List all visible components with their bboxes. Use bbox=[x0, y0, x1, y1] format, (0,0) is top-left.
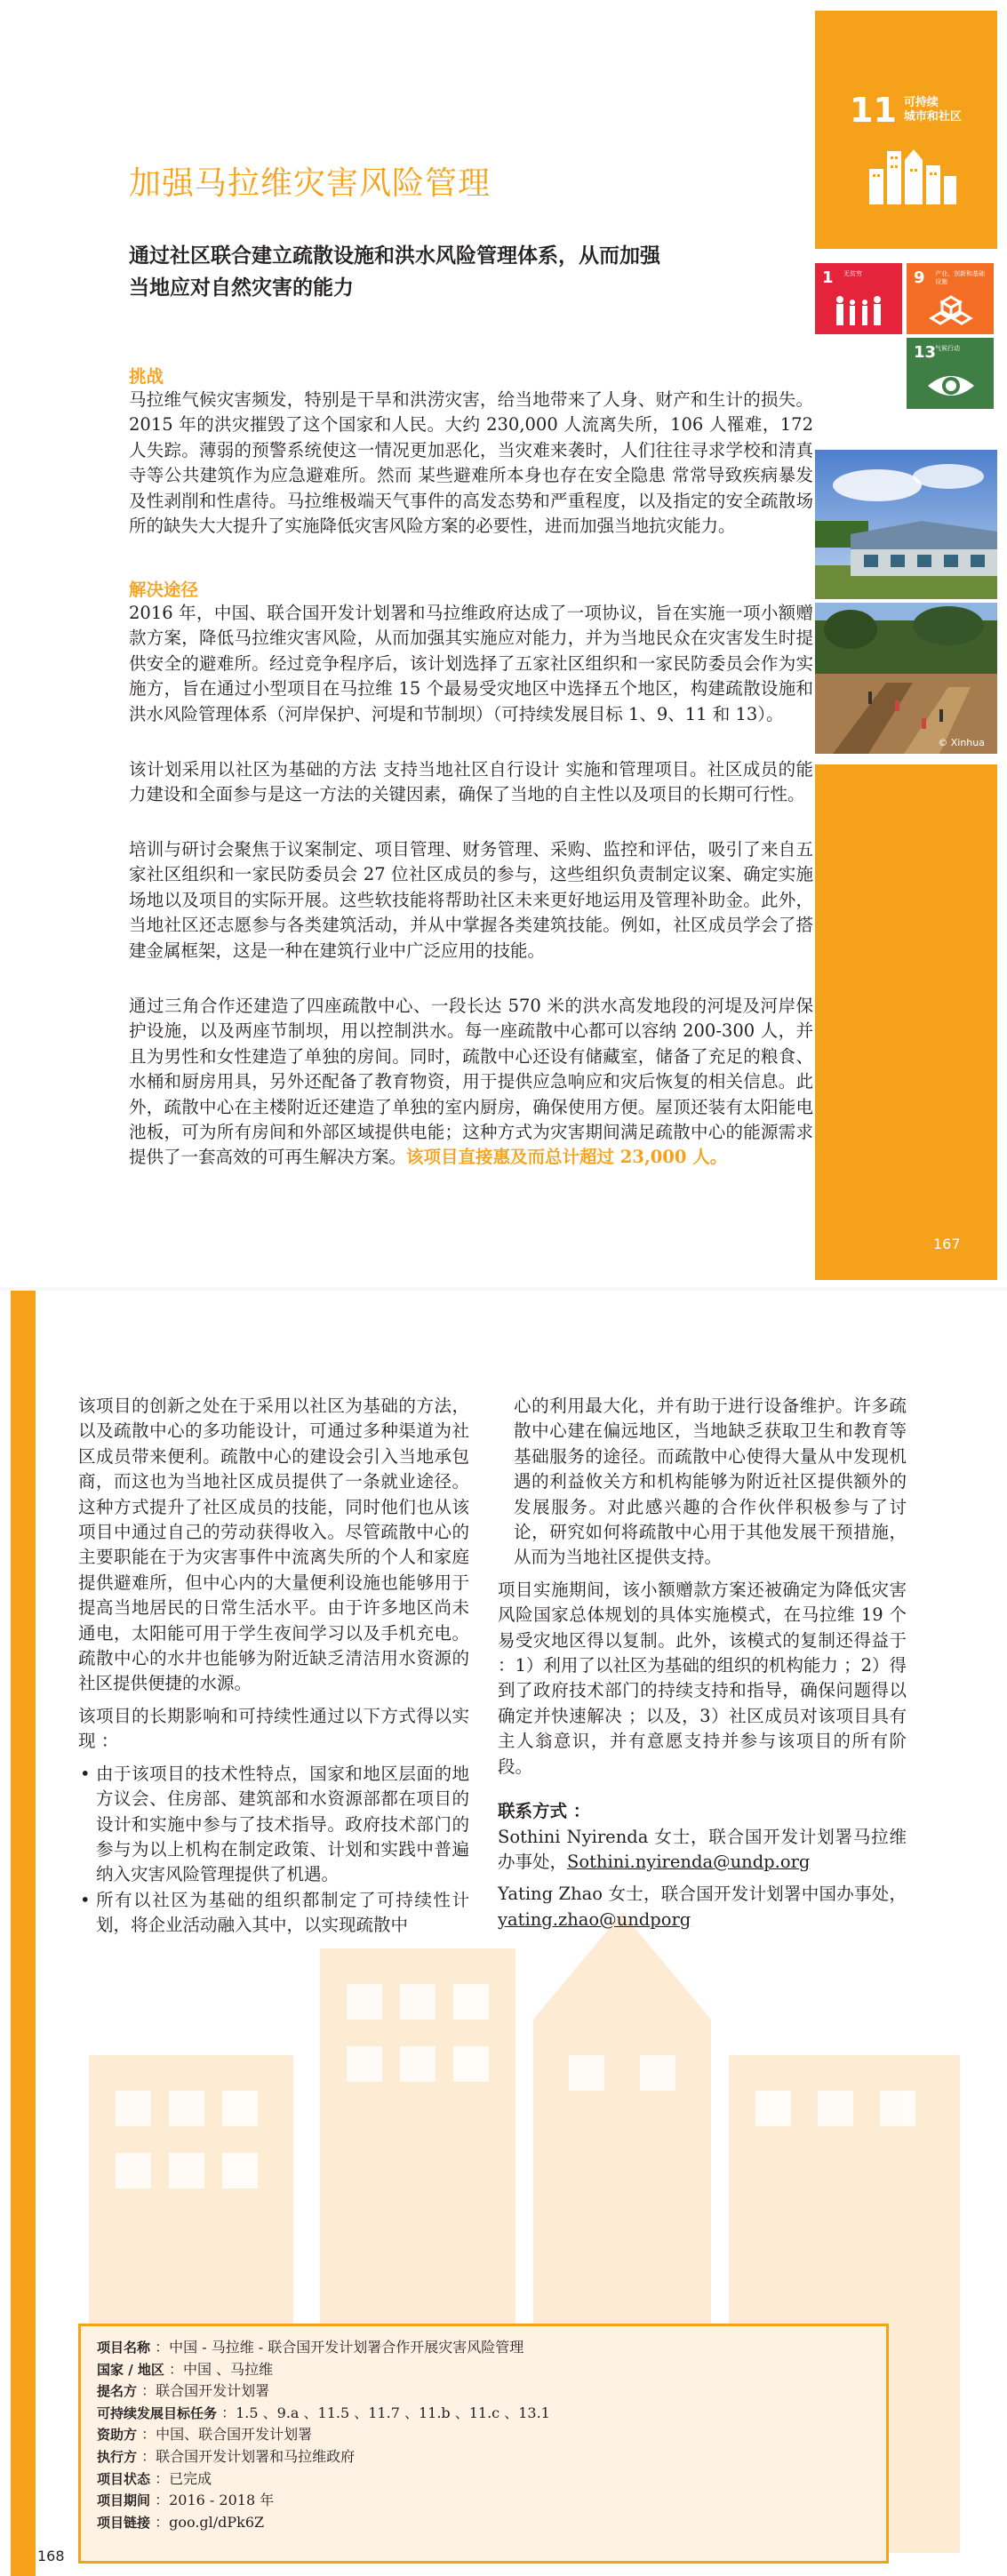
list-item: • 所有以社区为基础的组织都制定了可持续性计划，将企业活动融入其中，以实现疏散中 bbox=[78, 1888, 469, 1939]
contact-heading: 联系方式 ： bbox=[498, 1801, 591, 1822]
photo-credit: © Xinhua bbox=[938, 737, 985, 748]
page-subtitle: 通过社区联合建立疏散设施和洪水风险管理体系，从而加强 当地应对自然灾害的能力 bbox=[129, 244, 660, 300]
contact-2: Yating Zhao 女士，联合国开发计划署中国办事处，yating.zhao@undporg bbox=[498, 1884, 907, 1930]
info-row-status: 项目状态 ：已完成 bbox=[97, 2469, 212, 2487]
sustainability-list bbox=[78, 1762, 469, 1939]
orange-side-panel bbox=[815, 764, 997, 1280]
eye-globe-icon bbox=[924, 370, 978, 402]
info-row-country: 国家 / 地区 ：中国 、马拉维 bbox=[97, 2360, 274, 2378]
info-row-nominator: 提名方 ：联合国开发计划署 bbox=[97, 2382, 270, 2400]
contact-2-email-link[interactable]: yating.zhao@undporg bbox=[498, 1908, 691, 1930]
cubes-icon bbox=[924, 295, 978, 331]
sdg-11-header bbox=[850, 91, 962, 130]
list-item: • 由于该项目的技术性特点，国家和地区层面的地方议会、住房部、建筑部和水资源部都在项目的设计和实施中参与了技术指导。政府技术部门的参与为以上机构在制定政策、计划和实践中普遍纳入灾害风险管理提供了机遇。 bbox=[78, 1762, 469, 1888]
info-row-implementer: 执行方 ：联合国开发计划署和马拉维政府 bbox=[97, 2447, 356, 2465]
solution-paragraph-4: 通过三角合作还建造了四座疏散中心、一段长达 570 米的洪水高发地段的河堤及河岸保护设施，以及两座节制坝，用以控制洪水。每一座疏散中心都可以容纳 200-300 人，并且为男性和女性建造了单独的房间。同时，疏散中心还设有储藏室，储备了充足的粮食、水桶和厨房用具，另外还配备了教育物资，用于提供应急响应和灾后恢复的相关信息。此外，疏散中心在主楼附近还建造了单独的室内厨房，确保使用方便。屋顶还装有太阳能电池板，可为所有房间和外部区域提供电能；这种方式为灾害期间满足疏散中心的能源需求提供了一套高效的可再生解决方案。该项目直接惠及而总计超过 23,000 人。 bbox=[129, 996, 813, 1168]
page-title: 加强马拉维灾害风险管理 bbox=[129, 165, 492, 202]
sdg-title: 可持续 城市和社区 bbox=[903, 95, 962, 124]
challenge-text: 马拉维气候灾害频发，特别是干旱和洪涝灾害，给当地带来了人身、财产和生计的损失。2015 年的洪灾摧毁了这个国家和人民。大约 230,000 人流离失所，106 人罹难，172 人失踪。薄弱的预警系统使这一情况更加恶化，当灾难来袭时，人们往往寻求学校和清真寺等公共建筑作为应急避难所。然而 某些避难所本身也存在安全隐患 常常导致疾病暴发及性剥削和性虐待。马拉维极端天气事件的高发态势和严重程度，以及指定的安全疏散场所的缺失大大提升了实施降低灾害风险方案的必要性，进而加强当地抗灾能力。 bbox=[129, 389, 813, 537]
innovation-paragraph: 该项目的创新之处在于采用以社区为基础的方法，以及疏散中心的多功能设计，可通过多种渠道为社区成员带来便利。疏散中心的建设会引入当地承包商，而这也为当地社区成员提供了一条就业途径。这种方式提升了社区成员的技能，同时他们也从该项目中通过自己的劳动获得收入。尽管疏散中心的主要职能在于为灾害事件中流离失所的个人和家庭提供避难所，但中心内的大量便利设施也能够用于提高当地居民的日常生活水平。由于许多地区尚未通电，太阳能可用于学生夜间学习以及手机充电。疏散中心的水井也能够为附近缺乏清洁用水资源的社区提供便捷的水源。 bbox=[78, 1396, 469, 1694]
family-icon bbox=[833, 295, 886, 327]
sdg-tile-9: 9 产业、创新和基础设施 bbox=[907, 263, 994, 334]
riverbank-construction-photo bbox=[815, 603, 997, 754]
info-row-funder: 资助方 ：中国、联合国开发计划署 bbox=[97, 2426, 313, 2444]
right-column bbox=[498, 1394, 907, 1940]
sdg-number: 11 bbox=[850, 91, 897, 130]
orange-left-bar bbox=[11, 1291, 36, 2576]
info-row-link: 项目链接 ：goo.gl/dPk6Z bbox=[97, 2513, 265, 2531]
sdg-banner bbox=[815, 11, 997, 249]
solution-heading: 解决途径 bbox=[129, 580, 199, 600]
info-row-period: 项目期间 ：2016 - 2018 年 bbox=[97, 2492, 275, 2509]
evacuation-center-photo bbox=[815, 450, 997, 599]
replication-paragraph: 项目实施期间，该小额赠款方案还被确定为降低灾害风险国家总体规划的具体实施模式，在马拉维 19 个易受灾地区得以复制。此外，该模式的复制还得益于 ：1）利用了以社区为基础的组织的机构能力 ；2）得到了政府技术部门的持续支持和指导，确保问题得以确定并快速解决 ；以及，3）社区成员对该项目具有主人翁意识，并有意愿支持并参与该项目的所有阶段。 bbox=[498, 1579, 907, 1777]
challenge-heading: 挑战 bbox=[129, 366, 164, 387]
left-column bbox=[78, 1394, 469, 1939]
page-number: 167 bbox=[933, 1236, 961, 1252]
sustainability-intro: 该项目的长期影响和可持续性通过以下方式得以实现 ： bbox=[78, 1705, 469, 1752]
solution-paragraph-2: 该计划采用以社区为基础的方法 支持当地社区自行设计 实施和管理项目。社区成员的能力建设和全面参与是这一方法的关键因素，确保了当地的自主性以及项目的长期可行性。 bbox=[129, 759, 813, 805]
page-number: 168 bbox=[37, 2548, 65, 2564]
info-row-project-name: 项目名称 ：中国 - 马拉维 - 联合国开发计划署合作开展灾害风险管理 bbox=[97, 2339, 524, 2356]
contact-1-email-link[interactable]: Sothini.nyirenda@undp.org bbox=[567, 1851, 811, 1872]
sdg-tile-13: 13 气候行动 bbox=[907, 338, 994, 409]
contact-1: Sothini Nyirenda 女士，联合国开发计划署马拉维办事处，Sothini.nyirenda@undp.org bbox=[498, 1826, 907, 1872]
project-link[interactable]: goo.gl/dPk6Z bbox=[169, 2513, 265, 2531]
bullet-continuation: 心的利用最大化，并有助于进行设备维护。许多疏散中心建在偏远地区，当地缺乏获取卫生和教育等基础服务的途径。而疏散中心使得大量从中发现机遇的利益攸关方和机构能够为附近社区提供额外的发展服务。对此感兴趣的合作伙伴积极参与了讨论，研究如何将疏散中心用于其他发展干预措施，从而为当地社区提供支持。 bbox=[514, 1396, 907, 1568]
solution-paragraph-3: 培训与研讨会聚焦于议案制定、项目管理、财务管理、采购、监控和评估，吸引了来自五家社区组织和一家民防委员会 27 位社区成员的参与，这些组织负责制定议案、确定实施场地以及项目的实际开展。这些软技能将帮助社区未来更好地运用及管理补助金。此外，当地社区还志愿参与各类建筑活动，并从中掌握各类建筑技能。例如，社区成员学会了搭建金属框架，这是一种在建筑行业中广泛应用的技能。 bbox=[129, 839, 813, 961]
project-info-box bbox=[78, 2324, 889, 2564]
beneficiaries-highlight: 该项目直接惠及而总计超过 23,000 人。 bbox=[406, 1147, 728, 1168]
city-buildings-icon bbox=[869, 133, 958, 204]
info-row-sdg-targets: 可持续发展目标任务 ：1.5 、9.a 、11.5 、11.7 、11.b 、11.c 、13.1 bbox=[97, 2404, 550, 2421]
sdg-tile-1: 1 无贫穷 bbox=[815, 263, 902, 334]
solution-paragraph-1: 2016 年，中国、联合国开发计划署和马拉维政府达成了一项协议，旨在实施一项小额赠款方案，降低马拉维灾害风险，从而加强其实施应对能力，并为当地民众在灾害发生时提供安全的避难所。经过竞争程序后，该计划选择了五家社区组织和一家民防委员会作为实施方，旨在通过小型项目在马拉维 15 个最易受灾地区中选择五个地区，构建疏散设施和洪水风险管理体系（河岸保护、河堤和节制坝）（可持续发展目标 1、9、11 和 13）。 bbox=[129, 603, 813, 724]
